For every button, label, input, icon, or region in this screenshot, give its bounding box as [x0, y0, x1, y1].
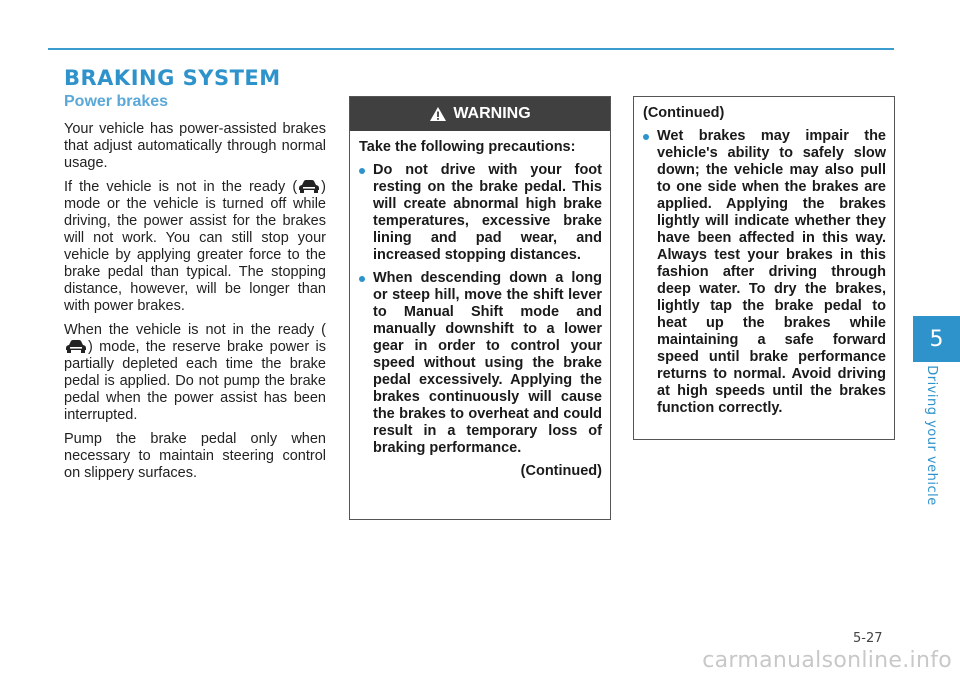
list-item-text: Wet brakes may impair the vehicle's ability to safely slow down; the vehicle may also pull to one side when the brakes are applied. Applying the brakes lightly will indicate whether they have been affected in this way. Always test your brakes in this fashion after driving through deep water. To dry the brakes, lightly tap the brake pedal to heat up the brakes while maintaining a safe forward speed until brake performance returns to normal. Avoid driving at high speeds until the brakes function correctly. [657, 128, 886, 416]
paragraph-3 [64, 322, 326, 424]
chapter-number: 5 [929, 326, 944, 352]
warning-body [350, 131, 610, 480]
top-rule [48, 48, 894, 50]
bullet-dot [643, 134, 649, 140]
paragraph-3-start: When the vehicle is not in the ready ( [64, 322, 326, 338]
paragraph-1: Your vehicle has power-assisted brakes that adjust automatically through normal usage. [64, 121, 326, 171]
continued-list [643, 128, 886, 417]
warning-list [359, 162, 602, 457]
list-item-text: Do not drive with your foot resting on the brake pedal. This will create abnormal high brake temperatures, excessive brake lining and pad wear, and increased stopping distances. [373, 162, 602, 263]
warning-title: WARNING [453, 105, 531, 122]
continued-box [633, 96, 895, 440]
list-item [359, 270, 602, 457]
continued-heading: (Continued) [643, 105, 725, 121]
warning-triangle-icon [429, 106, 447, 122]
paragraph-2-end: ) mode or the vehicle is turned off while driving, the power assist for the brakes will not work. You can still stop your vehicle by applying greater force to the brake pedal than typical. The stopping distance, however, will be longer than with power brakes. [64, 179, 326, 314]
chapter-label: Driving your vehicle [923, 364, 939, 506]
warning-intro: Take the following precautions: [359, 139, 576, 155]
section-title: BRAKING SYSTEM [64, 66, 281, 90]
list-item-text: When descending down a long or steep hill, move the shift lever to Manual Shift mode and manually downshift to a lower gear in order to control your speed without using the brake pedal excessively. Applying the brakes continuously will cause the brakes to overheat and could result in a temporary loss of braking performance. [373, 270, 602, 456]
chapter-label-wrap [918, 364, 944, 506]
paragraph-2-start: If the vehicle is not in the ready ( [64, 179, 298, 195]
watermark[interactable]: carmanualsonline.info [702, 648, 952, 673]
bullet-dot [359, 168, 365, 174]
warning-continued: (Continued) [520, 463, 602, 479]
continued-body [634, 97, 894, 417]
ready-car-icon [65, 339, 87, 354]
subheading-power-brakes: Power brakes [64, 93, 169, 110]
list-item [359, 162, 602, 264]
warning-header [350, 97, 610, 131]
warning-box [349, 96, 611, 520]
paragraph-4: Pump the brake pedal only when necessary to maintain steering control on slippery surfaces. [64, 431, 326, 481]
power-brakes-column [64, 93, 326, 489]
list-item [643, 128, 886, 417]
ready-car-icon [298, 179, 320, 194]
paragraph-3-end: ) mode, the reserve brake power is partially depleted each time the brake pedal is applied. Do not pump the brake pedal when the power assist has been interrupted. [64, 339, 326, 423]
chapter-tab[interactable] [913, 316, 960, 362]
paragraph-2 [64, 179, 326, 315]
page-number: 5-27 [853, 631, 883, 646]
bullet-dot [359, 276, 365, 282]
